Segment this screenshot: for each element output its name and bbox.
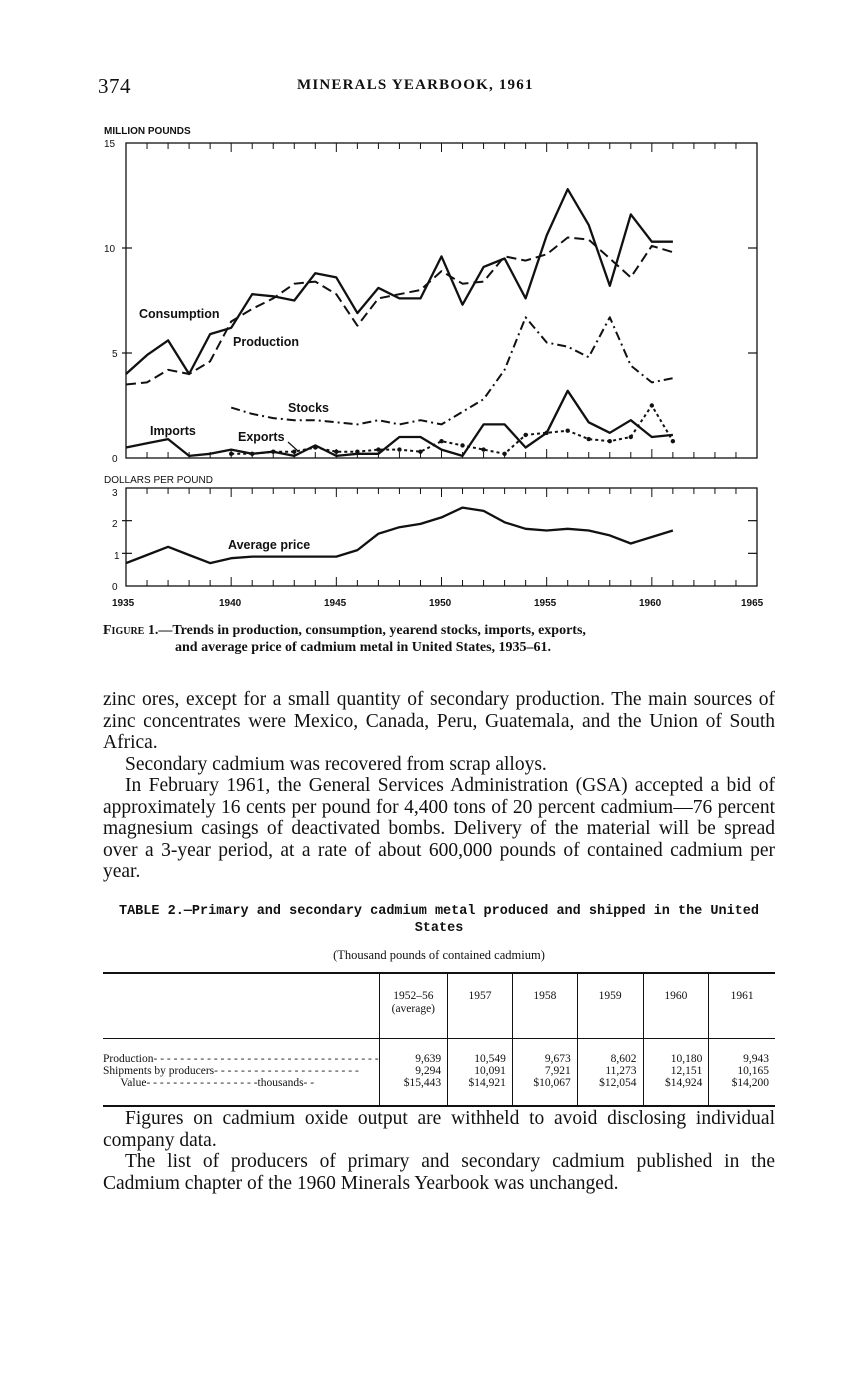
table-row: [103, 1077, 775, 1106]
lower-plot-frame: [126, 488, 757, 586]
table-row: [103, 1039, 775, 1066]
lower-axis-unit: DOLLARS PER POUND: [104, 475, 213, 486]
label-average-price: Average price: [228, 538, 311, 552]
page-number: 374: [98, 74, 131, 98]
exports-point: [629, 435, 633, 439]
upper-plot-frame: [126, 143, 757, 458]
y2-tick-1: 1: [114, 551, 120, 562]
figure-caption: [103, 622, 775, 656]
paragraph: zinc ores, except for a small quantity of secondary production. The main sources of zinc concentrates were Mexico, Canada, Peru, Guatemala, and the Union of South Africa.: [103, 689, 775, 753]
column-header: 1959: [577, 974, 643, 1039]
y2-tick-3: 3: [112, 488, 118, 499]
table-cell: $14,921: [448, 1077, 513, 1106]
y-tick-15: 15: [104, 139, 116, 150]
caption-text-2: and average price of cadmium metal in United States, 1935–61.: [175, 640, 552, 655]
row-label: Value- - - - - - - - - - - - - - - - -thousands- -: [103, 1077, 379, 1106]
exports-point: [608, 439, 612, 443]
table-cell: 10,091: [448, 1065, 513, 1077]
exports-point: [334, 450, 338, 454]
upper-series-group: [126, 189, 675, 456]
exports-point: [439, 439, 443, 443]
exports-point: [481, 447, 485, 451]
exports-point: [650, 403, 654, 407]
paragraph: Figures on cadmium oxide output are withheld to avoid disclosing individual company data.: [103, 1108, 775, 1151]
table-subtitle: (Thousand pounds of contained cadmium): [333, 948, 545, 962]
label-consumption: Consumption: [139, 307, 220, 321]
table-stub-header: [103, 974, 379, 1039]
table-cell: 11,273: [577, 1065, 643, 1077]
label-exports: Exports: [238, 430, 285, 444]
data-table: [103, 972, 775, 1107]
body-text-bottom: [103, 1108, 775, 1194]
table-title: [103, 903, 775, 937]
table-cell: 12,151: [643, 1065, 709, 1077]
row-label: Shipments by producers- - - - - - - - - - - - - - - - - - - - - -: [103, 1065, 359, 1077]
column-header: 1958: [512, 974, 577, 1039]
series-line-consumption: [126, 189, 673, 374]
column-header: 1961: [709, 974, 775, 1039]
y2-tick-2: 2: [112, 519, 118, 530]
label-production: Production: [233, 335, 299, 349]
exports-point: [271, 450, 275, 454]
x-tick-1945: 1945: [324, 598, 347, 609]
table-cell: $14,200: [709, 1077, 775, 1106]
column-header: 1960: [643, 974, 709, 1039]
exports-point: [376, 447, 380, 451]
exports-point: [523, 433, 527, 437]
exports-pointer: [288, 442, 298, 451]
exports-point: [397, 447, 401, 451]
series-line-average-price: [126, 508, 673, 563]
caption-label: Figure 1.: [103, 623, 159, 638]
table-label: TABLE 2.: [118, 904, 184, 919]
label-imports: Imports: [150, 424, 196, 438]
table-cell: $12,054: [577, 1077, 643, 1106]
exports-point: [250, 452, 254, 456]
exports-point: [355, 450, 359, 454]
exports-point: [566, 429, 570, 433]
table-title-text: —Primary and secondary cadmium metal produced and shipped in the United States: [183, 904, 759, 936]
exports-point: [313, 445, 317, 449]
table-cell: 10,180: [643, 1039, 709, 1066]
x-tick-1935: 1935: [112, 598, 135, 609]
y-tick-10: 10: [104, 244, 116, 255]
exports-point: [502, 452, 506, 456]
y2-tick-0: 0: [112, 582, 118, 593]
table-cell: 10,165: [709, 1065, 775, 1077]
exports-point: [418, 450, 422, 454]
table-cell: $15,443: [379, 1077, 447, 1106]
column-header: 1957: [448, 974, 513, 1039]
x-tick-1940: 1940: [219, 598, 242, 609]
table-cell: 9,673: [512, 1039, 577, 1066]
paragraph: In February 1961, the General Services Administration (GSA) accepted a bid of approximately 16 cents per pound for 4,400 tons of 20 percent cadmium—76 percent magnesium casings of deactivated bombs. Delivery of the material will be spread over a 3-year period, at a rate of about 600,000 pounds of contained cadmium per year.: [103, 775, 775, 882]
exports-point: [460, 443, 464, 447]
x-tick-1955: 1955: [534, 598, 557, 609]
lower-series-group: [126, 508, 673, 563]
table-cell: $10,067: [512, 1077, 577, 1106]
exports-point: [544, 431, 548, 435]
y-tick-0: 0: [112, 454, 118, 465]
label-stocks: Stocks: [288, 401, 329, 415]
x-tick-1965: 1965: [741, 598, 764, 609]
y-tick-5: 5: [112, 349, 118, 360]
exports-point: [587, 437, 591, 441]
exports-point: [229, 452, 233, 456]
body-text-top: [103, 689, 775, 883]
upper-axis-ticks: [122, 143, 757, 458]
table-cell: 9,639: [379, 1039, 447, 1066]
x-tick-1960: 1960: [639, 598, 662, 609]
exports-point: [292, 450, 296, 454]
caption-text: —Trends in production, consumption, yearend stocks, imports, exports,: [158, 623, 586, 638]
figure-chart: [0, 0, 841, 620]
series-line-imports: [126, 391, 673, 456]
table-row: [103, 1065, 775, 1077]
paragraph: The list of producers of primary and secondary cadmium published in the Cadmium chapter of the 1960 Minerals Yearbook was unchanged.: [103, 1151, 775, 1194]
table-cell: 10,549: [448, 1039, 513, 1066]
x-tick-1950: 1950: [429, 598, 452, 609]
table-cell: $14,924: [643, 1077, 709, 1106]
lower-axis-ticks: [122, 488, 757, 586]
table-cell: 7,921: [512, 1065, 577, 1077]
row-label: Production- - - - - - - - - - - - - - - - - - - - - - - - - - - - - - - - - -: [103, 1053, 379, 1065]
running-title: MINERALS YEARBOOK, 1961: [297, 77, 534, 93]
upper-axis-unit: MILLION POUNDS: [104, 126, 191, 137]
column-header: 1952–56 (average): [379, 974, 447, 1039]
exports-point: [671, 439, 675, 443]
table-cell: 9,943: [709, 1039, 775, 1066]
table-cell: 9,294: [379, 1065, 447, 1077]
paragraph: Secondary cadmium was recovered from scrap alloys.: [125, 753, 547, 775]
table-cell: 8,602: [577, 1039, 643, 1066]
